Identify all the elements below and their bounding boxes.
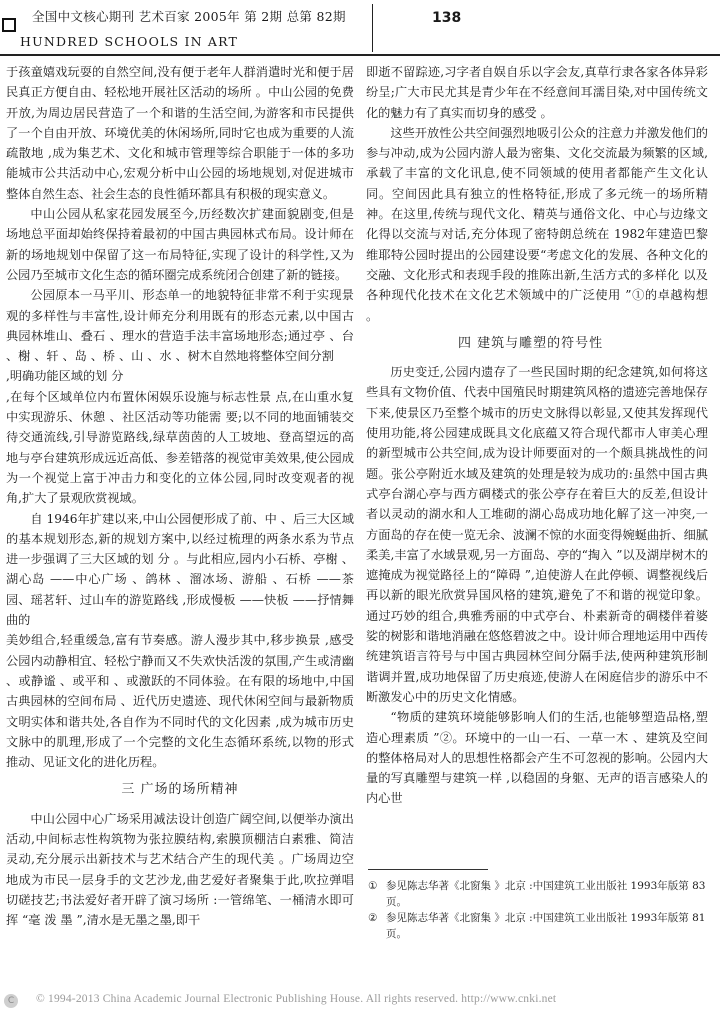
page-number: 138 xyxy=(432,10,462,26)
paragraph: 即逝不留踪迹,习字者自娱自乐以字会友,真草行隶各家各体异彩纷呈;广大市民尤其是青少年在不经意间耳濡目染,对中国传统文化的魅力有了真实而切身的感受 。 xyxy=(366,65,708,120)
paragraph: ,在每个区域单位内布置休闲娱乐设施与标志性景 点,在山重水复中实现游乐、休憩 、社区活动等功能需 要;以不同的地面铺装交待交通流线,引导游览路线,绿草茵茵的人工坡地、登高望远的高地与亭台建筑形成远近高低、参差错落的视觉审美效果,使公园成为一个视觉上富于冲击力和变化的立体公园,同时改变观者的视角,扩大了景观欣赏视域。 xyxy=(6,389,354,506)
paragraph: 于孩童嬉戏玩耍的自然空间,没有便于老年人群消遣时光和便于居民真正方便自由、轻松地开展社区活动的场所 。中山公园的免费开放,为周边居民营造了一个和谐的生活空间,为游客和市民提供了一个自由开放、环境优美的休闲场所,同时它也成为重要的人流疏散地 ,成为集艺术、文化和城市管理等综合职能于一体的多功能城市公共活动中心,宏观分析中山公园的场地规划,对促进城市整体自然生态、社会生态的良性循环都具有积极的现实意义。 xyxy=(6,65,354,201)
publisher-logo-icon: C xyxy=(4,994,18,1008)
paragraph: 中山公园从私家花园发展至今,历经数次扩建面貌剧变,但是场地总平面却始终保持着最初的中国古典园林式布局。设计师在新的场地规划中保留了这一布局特征,实现了设计的科学性,又为公园乃至城市文化生态的循环圈完成系统闭合创建了新的链接。 xyxy=(6,207,354,282)
header-square-mark xyxy=(2,18,16,32)
paragraph: ,明确功能区域的划 分 xyxy=(6,369,124,384)
footnotes xyxy=(368,878,708,942)
copyright-footer xyxy=(0,992,720,1011)
footnote xyxy=(368,878,708,910)
footnote xyxy=(368,910,708,942)
footnote-mark: ① xyxy=(368,880,378,892)
header-rule xyxy=(0,54,720,56)
footnote-rule xyxy=(368,869,488,870)
footnote-text: 参见陈志华著《北窗集 》北京 :中国建筑工业出版社 1993年版第 83页。 xyxy=(386,880,706,908)
section-title: 三 广场的场所精神 xyxy=(121,782,239,798)
footnote-text: 参见陈志华著《北窗集 》北京 :中国建筑工业出版社 1993年版第 81页。 xyxy=(386,912,706,940)
copyright-text: © 1994-2013 China Academic Journal Electronic Publishing House. All rights reserved. http://www.cnki.net xyxy=(36,993,557,1005)
journal-english-title: HUNDRED SCHOOLS IN ART xyxy=(20,34,239,49)
right-column xyxy=(366,62,708,809)
paragraph: 中山公园中心广场采用减法设计创造广阔空间,以便举办演出活动,中间标志性构筑物为张拉膜结构,索膜顶棚洁白素雅、简洁灵动,充分展示出新技术与艺术结合产生的现代美 。广场周边空地成为市民一层身手的文艺沙龙,曲艺爱好者聚集于此,吹拉弹唱切磋技艺;书法爱好者开辟了演习场所 :一管绵笔、一桶清水即可挥 “毫 泼 墨 ”,清水是无墨之墨,即干 xyxy=(6,811,354,928)
section-title: 四 建筑与雕塑的符号性 xyxy=(458,335,604,351)
paragraph: 公园原本一马平川、形态单一的地貌特征非常不利于实现景观的多样性与丰富性,设计师充分利用既有的形态元素,以中国古典园林堆山、叠石 、理水的营造手法丰富场地形态;通过亭 、台 、榭 、轩 、岛 、桥 、山 、水 、树木自然地将整体空间分割 xyxy=(6,288,354,364)
left-column xyxy=(6,62,354,930)
footnote-mark: ② xyxy=(368,912,378,924)
page-header xyxy=(0,0,720,58)
paragraph: 自 1946年扩建以来,中山公园便形成了前、中 、后三大区域的基本规划形态,新的规划方案中,以经过梳理的两条水系为节点进一步强调了三大区域的划 分 。与此相应,园内小石桥、亭榭 、湖心岛 ——中心广场 、鸽林 、溜冰场、游船 、石桥 ——茶园、瑶茗轩、过山车的游览路线 ,形成慢板 ——快板 ——抒情舞曲的 xyxy=(6,511,354,628)
header-divider xyxy=(372,4,373,52)
paragraph: 历史变迁,公园内遗存了一些民国时期的纪念建筑,如何将这些具有文物价值、代表中国殖民时期建筑风格的遗迹完善地保存下来,使景区乃至整个城市的历史文脉得以彰显,又使其发挥现代使用功能,将公园建成既具文化底蕴又符合现代都市人审美心理的新型城市公共空间,成为设计师要面对的一个颇具挑战性的问题。张公亭附近水域及建筑的处理是较为成功的:虽然中国古典式亭台湖心亭与西方碉楼式的张公亭存在着巨大的反差,但设计者以灵动的湖水和人工堆砌的湖心岛成功地化解了这一冲突,一方面岛的存在使一览无余、波澜不惊的水面变得婉蜒曲折、细腻柔美,丰富了水域景观,另一方面岛、亭的“掏入 ”以及湖岸树木的遮掩成为视觉路径上的“障碍 ”,迫使游人在此停顿、调整视线后再以新的眼光欣赏异国风格的建筑,避免了不和谐的视觉印象。通过巧妙的组合,典雅秀丽的中式亭台、朴素新奇的碉楼伴着婆娑的树影和谐地消融在悠悠碧波之中。设计师合理地运用中西传统建筑语言符号与中国古典园林空间分隔手法,使两种建筑形制谐调并置,成功地保留了历史痕迹,使游人在闲庭信步的游乐中不断激发心中的历史文化情感。 xyxy=(366,365,708,704)
paragraph: 这些开放性公共空间强烈地吸引公众的注意力并激发他们的参与冲动,成为公园内游人最为密集、文化交流最为频繁的区域,承载了丰富的文化讯息,使不同领域的使用者都能产生文化认同。空间因此具有独立的性格特征,形成了多元统一的场所精神。在这里,传统与现代文化、精英与通俗文化、中心与边缘文化得以交流与对话,充分体现了密特朗总统在 1982年建造巴黎维耶特公园时提出的公园建设要“考虑文化的发展、各种文化的交融、文化形式和表现手段的推陈出新,生活方式的多样化 以及各种现代化技术在文化艺术领域中的广泛使用 ”①的卓越构想 。 xyxy=(366,125,708,323)
paragraph: “物质的建筑环境能够影响人们的生活,也能够塑造品格,塑造心理素质 ”②。环境中的一山一石、一草一木 、建筑及空间的整体格局对人的思想性格都会产生不可忽视的影响。公园内大量的写真雕塑与建筑一样 ,以稳固的身躯、无声的语言感染人的内心世 xyxy=(366,710,708,806)
journal-info: 全国中文核心期刊 艺术百家 2005年 第 2期 总第 82期 xyxy=(32,9,346,24)
paragraph: 美妙组合,轻重缓急,富有节奏感。游人漫步其中,移步换景 ,感受公园内动静相宜、轻松宁静而又不失欢快活泼的氛围,产生或清幽 、或静谧 、或平和 、或激跃的不同体验。在有限的场地中,中国古典园林的空间布局 、近代历史遗迹、现代休闲空间与最新物质文明实体和谐共处,各自作为不同时代的文化因素 ,成为城市历史文脉中的肌理,形成了一个完整的文化生态循环系统,以物的形式推动、见证文化的进化历程。 xyxy=(6,633,354,770)
